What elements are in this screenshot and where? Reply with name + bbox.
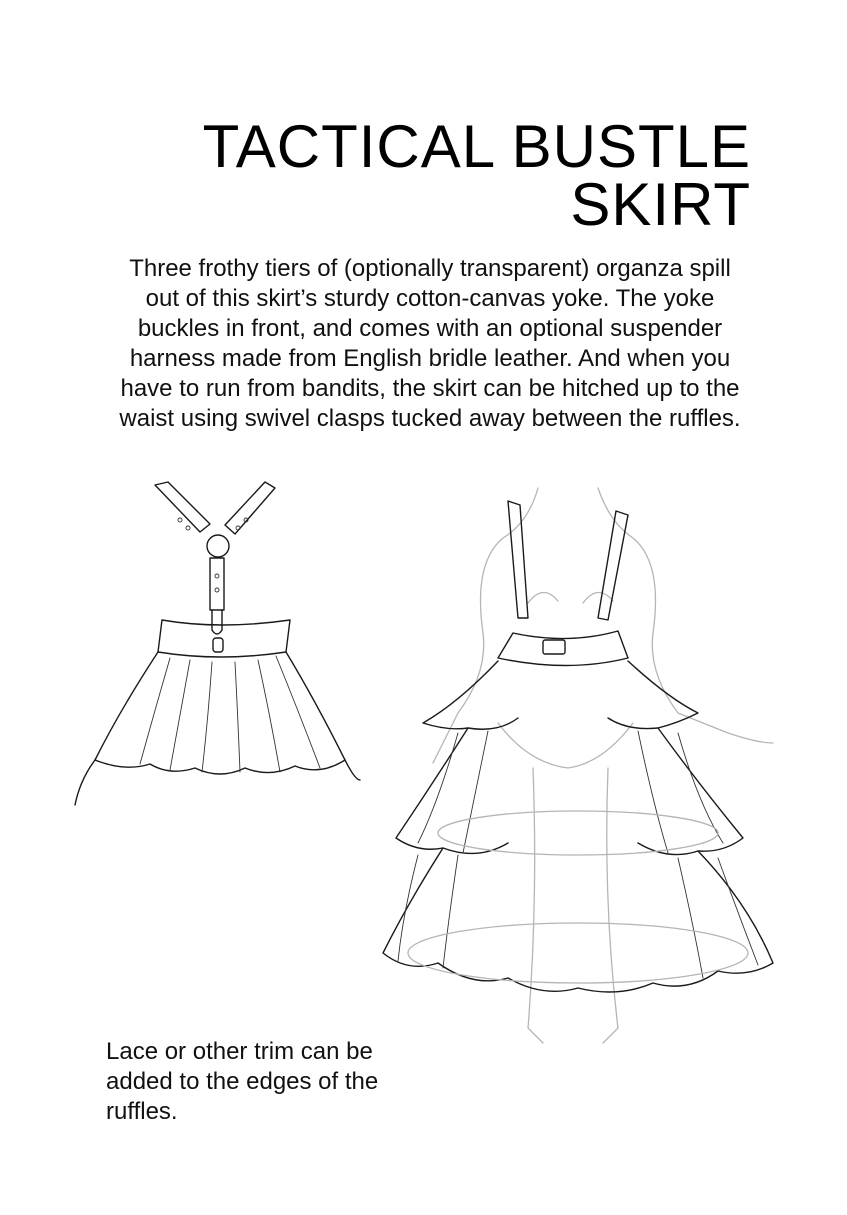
figure-skirt-sketch [378,483,788,1053]
d-ring [207,535,229,557]
page-title [151,113,751,239]
figure-tier-2 [396,728,743,855]
left-strap [155,482,210,532]
figure-yoke [498,631,628,666]
skirt-description: Three frothy tiers of (optionally transparent) organza spill out of this skirt’s sturdy cotton-canvas yoke. The yoke buckles in front, and comes with an optional suspender harness made from English bridle leather. And when you have to run from bandits, the skirt can be hitched up to the waist using swivel clasps tucked away between the ruffles. [119,255,741,432]
title-line-2: SKIRT [570,171,751,239]
front-buckle [543,640,565,654]
figure-right-strap [598,511,628,620]
title-line-1: TACTICAL BUSTLE [202,113,751,181]
figure-body [433,488,773,1043]
swivel-clasp [212,610,222,634]
right-strap [225,482,275,534]
top-ruffle [95,652,345,774]
yoke [158,620,290,657]
center-strap [210,558,224,610]
figure-left-strap [508,501,528,618]
harness-skirt-sketch [70,480,370,820]
trim-note: Lace or other trim can be added to the edges of the ruffles. [106,1038,379,1125]
